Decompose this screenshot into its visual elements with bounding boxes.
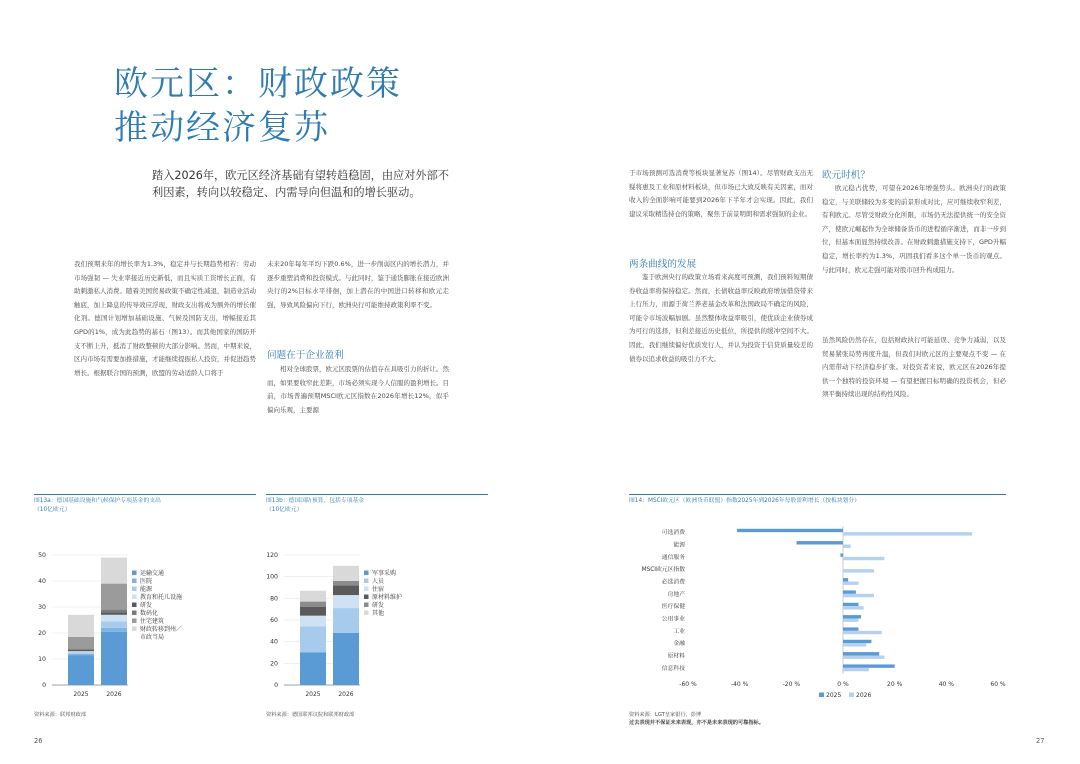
bar-segment — [300, 627, 326, 653]
legend-label: 住宅建筑 — [140, 618, 165, 625]
bar — [843, 582, 859, 585]
bar — [843, 668, 869, 671]
legend-label: 2026 — [856, 692, 872, 699]
bar-segment — [68, 650, 94, 651]
legend-swatch — [364, 587, 369, 592]
legend-label: 研发 — [372, 602, 385, 609]
bar-segment — [333, 595, 359, 608]
category-label: MSCI欧元区指数 — [641, 567, 685, 574]
category-label: 必选消费 — [661, 579, 685, 586]
x-tick-label: 40 % — [938, 681, 954, 688]
figure-14-title: 图14：MSCI欧元区（欧洲货币联盟）指数2025年到2026年每股盈利增长（按板块划分） — [629, 498, 861, 504]
bar — [843, 631, 882, 634]
x-tick-label: 2025 — [305, 691, 321, 698]
bar — [843, 590, 856, 593]
body-column-4b: 虽然风险仍然存在，包括财政执行可能延误、竞争力减弱，以及贸易紧张局势再度升温，但我们对欧元区的主要观点不变 — 在内需带动下经济稳步扩张。对投资者来说，欧元区在2026年提供一个独特的投资环境 — 有望把握目标明确的投资机会，但必须平衡持续出现的结构性风险。 — [822, 336, 1006, 399]
bar-segment — [300, 591, 326, 602]
legend-label: 其他 — [372, 610, 385, 617]
legend-label: 教育和托儿设施 — [140, 594, 183, 601]
figure-rule — [629, 494, 1006, 495]
y-tick-label: 10 — [38, 656, 46, 663]
bar — [843, 652, 879, 655]
bar-segment — [68, 649, 94, 650]
body-column-4a: 欧元稳占优势，可望在2026年增强势头。欧洲央行的政策稳定，与美联储较为多变的前景形成对比，应可继续收窄利差，有利欧元。尽管受财政分化所限，市场仍无法提供统一的安全资产，使欧元崛起作为全球储备货币的进程循序渐进，而非一步到位，但基本面显然持续改善。在财政刺激措施支持下，GPD升幅稳定，增长率约为1.3%，巩固我们看多这个单一货币的观点。与此同时，欧元走强可能对股市回升构成阻力。 — [822, 184, 1006, 274]
bar-segment — [300, 602, 326, 607]
bar — [840, 553, 843, 556]
subheading-euro-moment: 欧元时机？ — [822, 170, 870, 181]
legend-label: 原材料维护 — [372, 594, 403, 601]
bar — [843, 656, 884, 659]
y-tick-label: 40 — [38, 578, 46, 585]
legend-swatch — [364, 595, 369, 600]
figure-rule — [266, 494, 488, 495]
bar-segment — [101, 558, 127, 584]
bar-segment — [68, 653, 94, 654]
figure-13a-chart — [30, 545, 260, 705]
bar — [797, 541, 844, 544]
bar — [843, 532, 972, 535]
lead-paragraph: 踏入2026年，欧元区经济基础有望转趋稳固，由应对外部不利因素，转向以较稳定、内需导向但温和的增长驱动。 — [152, 169, 449, 199]
legend-label: 能源 — [140, 586, 153, 593]
legend-label: 研发 — [140, 602, 153, 609]
x-tick-label: 2026 — [338, 691, 354, 698]
legend-swatch — [132, 619, 137, 624]
bar-segment — [333, 581, 359, 585]
bar-segment — [333, 633, 359, 685]
legend-swatch — [132, 587, 137, 592]
y-tick-label: 40 — [270, 638, 278, 646]
bar — [843, 578, 848, 581]
bar-segment — [101, 584, 127, 610]
y-tick-label: 30 — [38, 604, 46, 611]
y-tick-label: 0 — [274, 682, 278, 689]
y-tick-label: 0 — [42, 682, 46, 689]
legend-label: 运输交通 — [140, 570, 165, 577]
bar-segment — [333, 585, 359, 595]
legend-label: 人员 — [372, 578, 385, 585]
category-label: 可选消费 — [661, 530, 685, 537]
figure-13a-title: 图13a：德国基础设施和气候保护专项基金的支出 （10亿欧元） — [34, 498, 161, 513]
bar — [843, 640, 871, 643]
legend-label: 财政转移到州／ — [140, 626, 183, 633]
bar-segment — [101, 615, 127, 622]
figure-13b-chart — [262, 545, 492, 705]
body-column-3b: 鉴于欧洲央行的政策立场看来高度可预测，我们预料短期债券收益率将保持稳定。然而，长债收益率反映政府增加借贷带来上行压力，而源于荷兰养老基金改革和法国政局不确定的风险，可能令市场波幅加剧。虽然整体收益率吸引，使优质企业债券成为可行的选择，但利差接近历史低位，所提供的缓冲空间不大。因此，我们继续偏好优质发行人，并认为投资于信贷质量较差的债券以追求收益的吸引力不大。 — [629, 273, 813, 363]
y-tick-label: 80 — [270, 595, 278, 603]
bar — [843, 619, 859, 622]
legend-swatch — [132, 603, 137, 608]
legend-swatch — [132, 571, 137, 576]
legend-swatch — [132, 627, 137, 632]
legend-label: 2025 — [826, 692, 842, 699]
bar-segment — [101, 632, 127, 685]
bar-segment — [68, 615, 94, 637]
body-column-2a: 未来20年每年平均下跌0.6%，进一步削弱区内的增长潜力，并逐步重塑消费和投资模式。与此同时，鉴于通货膨胀在接近欧洲央行的2%目标水平徘徊，加上潜在的中国进口转移和欧元走强，导致风险偏向下行，欧洲央行可能维持政策利率不变。 — [267, 260, 449, 309]
x-tick-label: -40 % — [730, 681, 749, 688]
legend-swatch — [132, 579, 137, 584]
y-tick-label: 20 — [38, 630, 46, 637]
legend-swatch — [364, 571, 369, 576]
bar-segment — [101, 610, 127, 613]
bar — [843, 606, 864, 609]
x-tick-label: -20 % — [782, 681, 801, 688]
x-tick-label: 60 % — [990, 681, 1006, 688]
bar — [843, 664, 895, 667]
x-tick-label: -60 % — [679, 681, 697, 688]
bar — [843, 603, 859, 606]
bar — [843, 545, 851, 548]
bar-segment — [333, 566, 359, 581]
category-label: 通信服务 — [661, 554, 685, 561]
legend-label: 数码化 — [140, 610, 159, 617]
page-number-left: 26 — [34, 737, 43, 745]
legend-swatch — [849, 693, 854, 698]
x-tick-label: 2026 — [106, 691, 122, 698]
figure-14-chart — [625, 520, 1015, 705]
bar-segment — [101, 621, 127, 628]
legend-label: 住宿 — [372, 586, 385, 593]
legend-label: 市政当局 — [140, 634, 165, 641]
figure-14-source: 资料来源：LGT皇家银行，彭博 过去表现并不保证未来表现，亦不是未来表现的可靠指标。 — [629, 712, 764, 726]
page-number-right: 27 — [1036, 737, 1045, 745]
figure-13a-source: 资料来源：联邦财政部 — [34, 712, 86, 718]
figure-13b-title: 图13b：德国国防预算，包括专项基金 （10亿欧元） — [266, 498, 365, 513]
bar-segment — [68, 654, 94, 655]
category-label: 能源 — [673, 542, 685, 549]
y-tick-label: 100 — [266, 573, 278, 581]
category-label: 公用事业 — [661, 616, 685, 623]
page-title: 欧元区：财政政策 推动经济复苏 — [114, 64, 402, 148]
bar-segment — [300, 616, 326, 627]
bar — [843, 643, 866, 646]
bar — [843, 594, 874, 597]
figure-rule — [34, 494, 256, 495]
legend-swatch — [364, 611, 369, 616]
subheading-corporate-earnings: 问题在于企业盈利 — [267, 350, 344, 361]
bar-segment — [300, 607, 326, 616]
category-label: 房地产 — [667, 591, 685, 598]
category-label: 工业 — [673, 628, 685, 635]
subheading-two-curves: 两条曲线的发展 — [629, 259, 697, 270]
category-label: 原材料 — [667, 653, 685, 660]
bar — [843, 627, 859, 630]
figure-13b-source: 资料来源：德国联邦议院和联邦财政部 — [266, 712, 355, 718]
body-column-3a: 于市场预测可选消费等板块显著复苏（图14）。尽管财政支出无疑将惠及工业和原材料板块，但市场已大致反映有关因素，而对收入的全面影响可能要到2026年下半年才会实现。因此，我们建议采取精选持仓的策略，聚焦于前景明朗和需求强韧的企业。 — [629, 169, 813, 218]
bar-segment — [68, 655, 94, 685]
bar-segment — [68, 651, 94, 652]
bar — [843, 557, 884, 560]
bar-segment — [68, 637, 94, 649]
body-column-1: 我们预期来年的增长率为1.3%，稳定并与长期趋势相若：劳动市场强韧 — 失业率接近历史新低，而且实质工资增长正面，有助刺激私人消费。随着美国贸易政策不确定性减退，制造业活动触底，加上降息的传导效应浮现，财政支出将成为额外的增长催化剂。德国计划增加基础设施、气候及国防支出，增幅接近其GPD的1%，成为此趋势的基石（图13）。而其他国家的国防开支不断上升，抵消了财政整顿的大部分影响。然而，中期来说，区内市场有需要加推措施，才能继续提振私人投资，并促进趋势增长。根据联合国的预测，欧盟的劳动适龄人口将于 — [74, 260, 256, 377]
bar-segment — [101, 628, 127, 632]
y-tick-label: 120 — [266, 552, 278, 559]
x-tick-label: 20 % — [887, 681, 903, 688]
bar-segment — [333, 608, 359, 633]
category-label: 信息科技 — [661, 665, 685, 672]
y-tick-label: 50 — [38, 552, 46, 559]
legend-label: 医院 — [140, 578, 153, 585]
y-tick-label: 20 — [270, 660, 278, 668]
legend-swatch — [819, 693, 824, 698]
bar-segment — [300, 653, 326, 686]
category-label: 金融 — [673, 641, 685, 648]
legend-swatch — [364, 579, 369, 584]
x-tick-label: 2025 — [73, 691, 89, 698]
bar — [843, 569, 874, 572]
body-column-2b: 相对全球股票，欧元区股票的估值存在具吸引力的折让。然而，如果要收窄此差距，市场必须实现今人信服的盈利增长。目前，市场普遍预期MSCI欧元区指数在2026年增长12%，似乎偏向乐观，主要源 — [267, 365, 449, 414]
legend-swatch — [132, 611, 137, 616]
y-tick-label: 60 — [270, 617, 278, 624]
legend-swatch — [364, 603, 369, 608]
legend-swatch — [132, 595, 137, 600]
bar — [737, 529, 843, 532]
legend-label: 军事采购 — [372, 570, 397, 577]
category-label: 医疗保健 — [661, 604, 685, 611]
bar-segment — [101, 612, 127, 615]
bar — [843, 615, 861, 618]
x-tick-label: 0 % — [837, 681, 849, 688]
